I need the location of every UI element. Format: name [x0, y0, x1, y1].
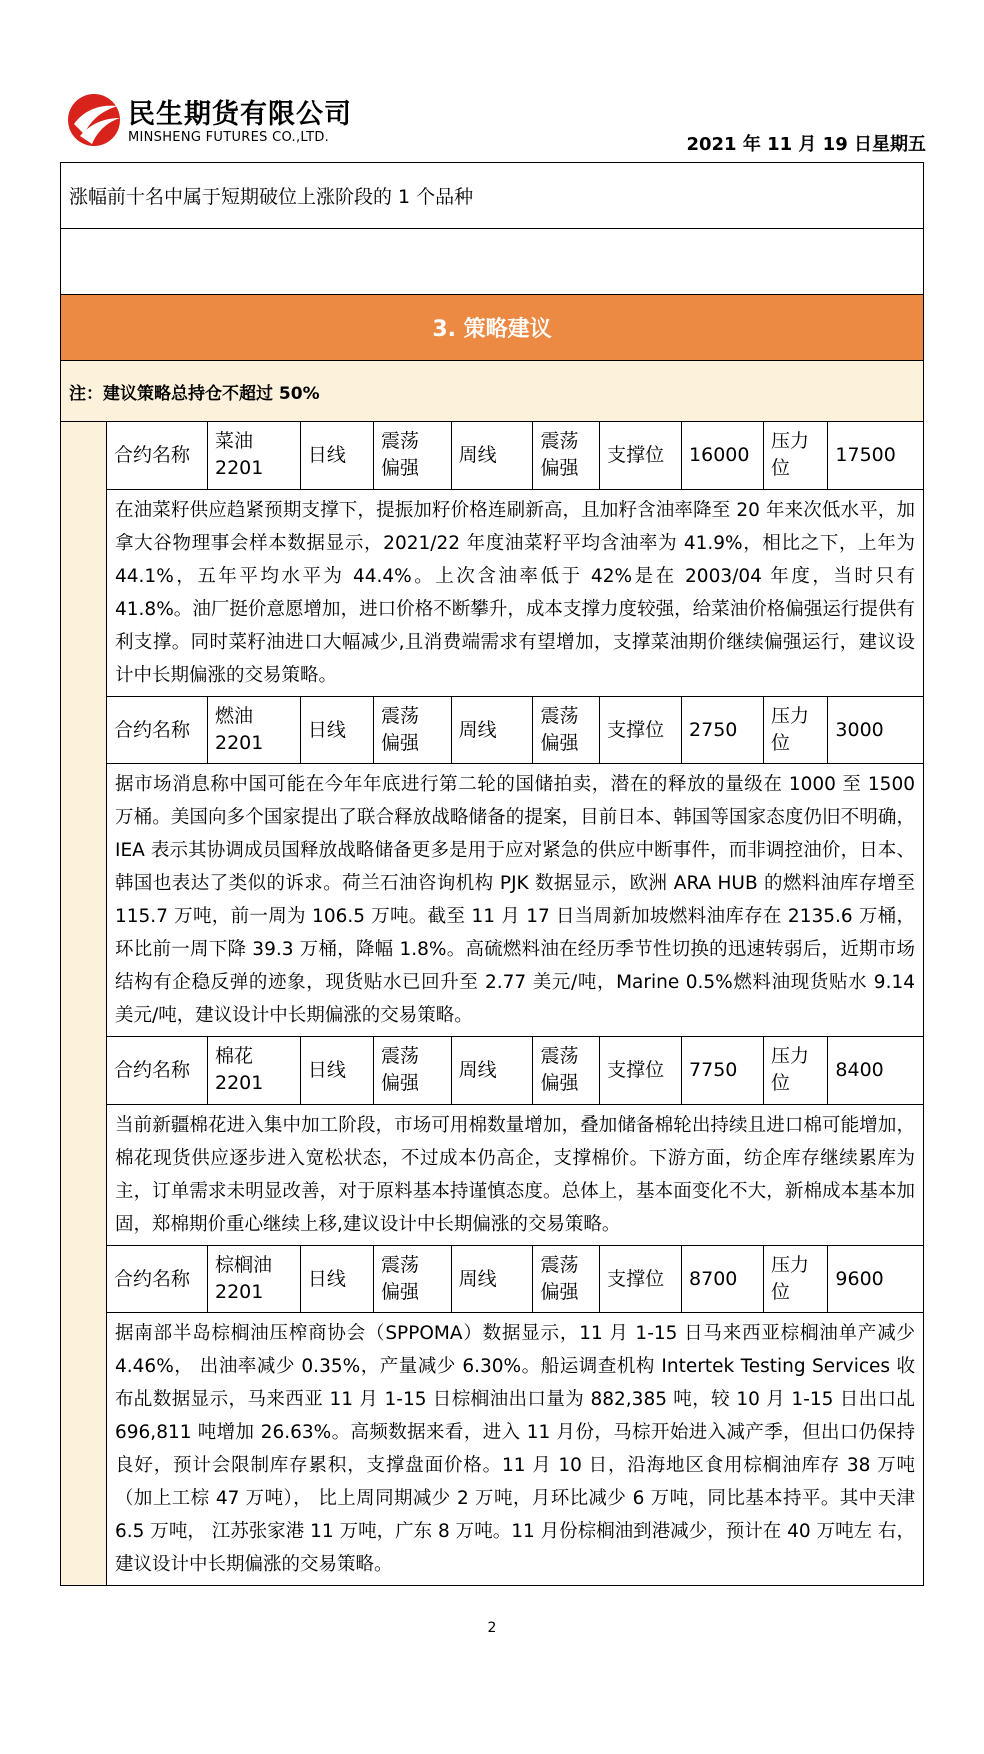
contract-label: 合约名称	[107, 1037, 207, 1104]
side-shading	[61, 422, 107, 1585]
report-frame	[60, 162, 924, 1586]
company-logo	[66, 90, 386, 158]
pressure-label: 压力 位	[763, 697, 827, 764]
contract-name: 棕榈油 2201	[207, 1246, 300, 1313]
contract-label: 合约名称	[107, 1246, 207, 1313]
weekly-trend: 震荡 偏强	[533, 1246, 600, 1313]
contract-spec-table	[107, 1246, 923, 1314]
weekly-label: 周线	[451, 697, 533, 764]
table-row	[107, 422, 923, 489]
contract-name: 燃油 2201	[207, 697, 300, 764]
weekly-trend: 震荡 偏强	[533, 422, 600, 489]
pressure-label: 压力 位	[763, 422, 827, 489]
contract-spec-table	[107, 1037, 923, 1105]
support-value: 16000	[682, 422, 764, 489]
section-title: 3. 策略建议	[61, 295, 923, 361]
weekly-label: 周线	[451, 422, 533, 489]
pressure-value: 3000	[828, 697, 923, 764]
daily-trend: 震荡 偏强	[374, 1037, 452, 1104]
weekly-trend: 震荡 偏强	[533, 1037, 600, 1104]
empty-row	[61, 229, 923, 295]
contract-label: 合约名称	[107, 697, 207, 764]
pressure-value: 9600	[828, 1246, 923, 1313]
strategy-paragraph: 据市场消息称中国可能在今年年底进行第二轮的国储拍卖，潜在的释放的量级在 1000 至 1500 万桶。美国向多个国家提出了联合释放战略储备的提案，目前日本、韩国等国家态度仍旧不明确，IEA 表示其协调成员国释放战略储备更多是用于应对紧急的供应中断事件，而非调控油价，日本、韩国也表达了类似的诉求。荷兰石油咨询机构 PJK 数据显示，欧洲 ARA HUB 的燃料油库存增至 115.7 万吨，前一周为 106.5 万吨。截至 11 月 17 日当周新加坡燃料油库存在 2135.6 万桶，环比前一周下降 39.3 万桶，降幅 1.8%。高硫燃料油在经历季节性切换的迅速转弱后，近期市场结构有企稳反弹的迹象，现货贴水已回升至 2.77 美元/吨，Marine 0.5%燃料油现货贴水 9.14 美元/吨，建议设计中长期偏涨的交易策略。	[107, 764, 923, 1037]
pressure-value: 8400	[828, 1037, 923, 1104]
weekly-label: 周线	[451, 1246, 533, 1313]
support-label: 支撑位	[600, 1246, 682, 1313]
page-number: 2	[487, 1620, 497, 1636]
strategy-paragraph: 当前新疆棉花进入集中加工阶段，市场可用棉数量增加，叠加储备棉轮出持续且进口棉可能增加，棉花现货供应逐步进入宽松状态，不过成本仍高企，支撑棉价。下游方面，纺企库存继续累库为主，订单需求未明显改善，对于原料基本持谨慎态度。总体上，基本面变化不大，新棉成本基本加固，郑棉期价重心继续上移,建议设计中长期偏涨的交易策略。	[107, 1105, 923, 1246]
pressure-label: 压力 位	[763, 1246, 827, 1313]
strategy-content	[107, 422, 923, 1585]
contract-label: 合约名称	[107, 422, 207, 489]
daily-trend: 震荡 偏强	[374, 422, 452, 489]
position-note: 注：建议策略总持仓不超过 50%	[61, 361, 923, 422]
support-value: 8700	[682, 1246, 764, 1313]
table-row	[107, 1246, 923, 1313]
company-name-en: MINSHENG FUTURES CO.,LTD.	[128, 130, 330, 145]
daily-label: 日线	[300, 1037, 373, 1104]
report-date: 2021 年 11 月 19 日星期五	[686, 134, 926, 155]
weekly-label: 周线	[451, 1037, 533, 1104]
support-value: 2750	[682, 697, 764, 764]
weekly-trend: 震荡 偏强	[533, 697, 600, 764]
summary-line: 涨幅前十名中属于短期破位上涨阶段的 1 个品种	[61, 163, 923, 229]
contract-name: 菜油 2201	[207, 422, 300, 489]
strategy-paragraph: 据南部半岛棕榈油压榨商协会（SPPOMA）数据显示，11 月 1-15 日马来西亚棕榈油单产减少 4.46%， 出油率减少 0.35%，产量减少 6.30%。船运调查机构 Intertek Testing Services 收 布乩数据显示，马来西亚 11 月 1-15 日棕榈油出口量为 882,385 吨，较 10 月 1-15 日出口乩 696,811 吨增加 26.63%。高频数据来看，进入 11 月份，马棕开始进入减产季，但出口仍保持良好，预计会限制库存累积，支撑盘面价格。11 月 10 日，沿海地区食用棕榈油库存 38 万吨（加上工棕 47 万吨）， 比上周同期减少 2 万吨，月环比减少 6 万吨，同比基本持平。其中天津 6.5 万吨， 江苏张家港 11 万吨，广东 8 万吨。11 月份棕榈油到港减少，预计在 40 万吨左 右，建议设计中长期偏涨的交易策略。	[115, 1323, 915, 1575]
support-label: 支撑位	[600, 697, 682, 764]
pressure-value: 17500	[828, 422, 923, 489]
strategy-body	[61, 422, 923, 1585]
daily-label: 日线	[300, 1246, 373, 1313]
support-label: 支撑位	[600, 422, 682, 489]
daily-label: 日线	[300, 422, 373, 489]
daily-trend: 震荡 偏强	[374, 697, 452, 764]
pressure-label: 压力 位	[763, 1037, 827, 1104]
strategy-paragraph: 在油菜籽供应趋紧预期支撑下，提振加籽价格连刷新高，且加籽含油率降至 20 年来次低水平，加拿大谷物理事会样本数据显示，2021/22 年度油菜籽平均含油率为 41.9%，相比之下，上年为 44.1%，五年平均水平为 44.4%。上次含油率低于 42%是在 2003/04 年度，当时只有 41.8%。油厂挺价意愿增加，进口价格不断攀升，成本支撑力度较强，给菜油价格偏强运行提供有利支撑。同时菜籽油进口大幅减少,且消费端需求有望增加，支撑菜油期价继续偏强运行，建议设计中长期偏涨的交易策略。	[107, 490, 923, 697]
contract-spec-table	[107, 697, 923, 765]
table-row	[107, 1037, 923, 1104]
daily-trend: 震荡 偏强	[374, 1246, 452, 1313]
contract-spec-table	[107, 422, 923, 490]
support-value: 7750	[682, 1037, 764, 1104]
minsheng-logo-icon	[66, 90, 124, 150]
company-name-cn: 民生期货有限公司	[128, 99, 352, 130]
daily-label: 日线	[300, 697, 373, 764]
support-label: 支撑位	[600, 1037, 682, 1104]
contract-name: 棉花 2201	[207, 1037, 300, 1104]
table-row	[107, 697, 923, 764]
